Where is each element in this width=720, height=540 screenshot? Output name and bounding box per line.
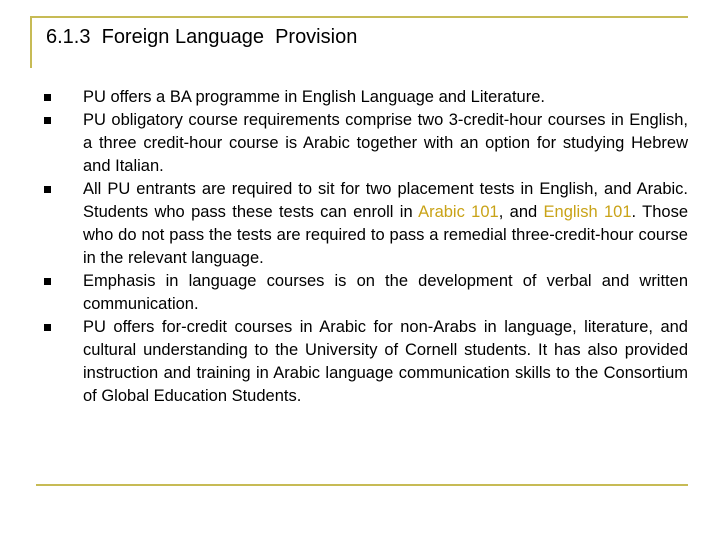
left-rule [30,16,32,68]
square-bullet-icon [44,278,51,285]
course-highlight-arabic: Arabic 101 [418,203,499,221]
bullet-item [44,86,688,109]
bullet-text-part: , and [498,203,544,221]
square-bullet-icon [44,324,51,331]
top-rule [30,16,688,18]
slide-title: 6.1.3 Foreign Language Provision [46,26,358,48]
square-bullet-icon [44,94,51,101]
bullet-text: PU obligatory course requirements comprise two 3-credit-hour courses in English, a three credit-hour course is Arabic together with an option for studying Hebrew and Italian. [83,111,688,175]
bullet-text-part: . Those who do not pass the tests are required to pass a remedial three-credit-hour course in the relevant language. [83,203,688,267]
bullet-text-part: All PU entrants are required to sit for two placement tests in English, and Arabic. Students who pass these tests can enroll in [83,180,688,221]
bullet-item [44,316,688,408]
bullet-text: Emphasis in language courses is on the development of verbal and written communication. [83,272,688,313]
square-bullet-icon [44,117,51,124]
course-highlight-english: English 101 [543,203,632,221]
bullet-item [44,109,688,178]
bullet-item [44,270,688,316]
bullet-text: PU offers a BA programme in English Language and Literature. [83,88,545,106]
bottom-rule [36,484,688,486]
bullet-text [83,178,688,270]
bullet-item [44,178,688,270]
bullet-list [44,86,688,408]
bullet-text: PU offers for-credit courses in Arabic for non-Arabs in language, literature, and cultural understanding to the University of Cornell students. It has also provided instruction and training in Arabic language communication skills to the Consortium of Global Education Students. [83,318,688,405]
square-bullet-icon [44,186,51,193]
